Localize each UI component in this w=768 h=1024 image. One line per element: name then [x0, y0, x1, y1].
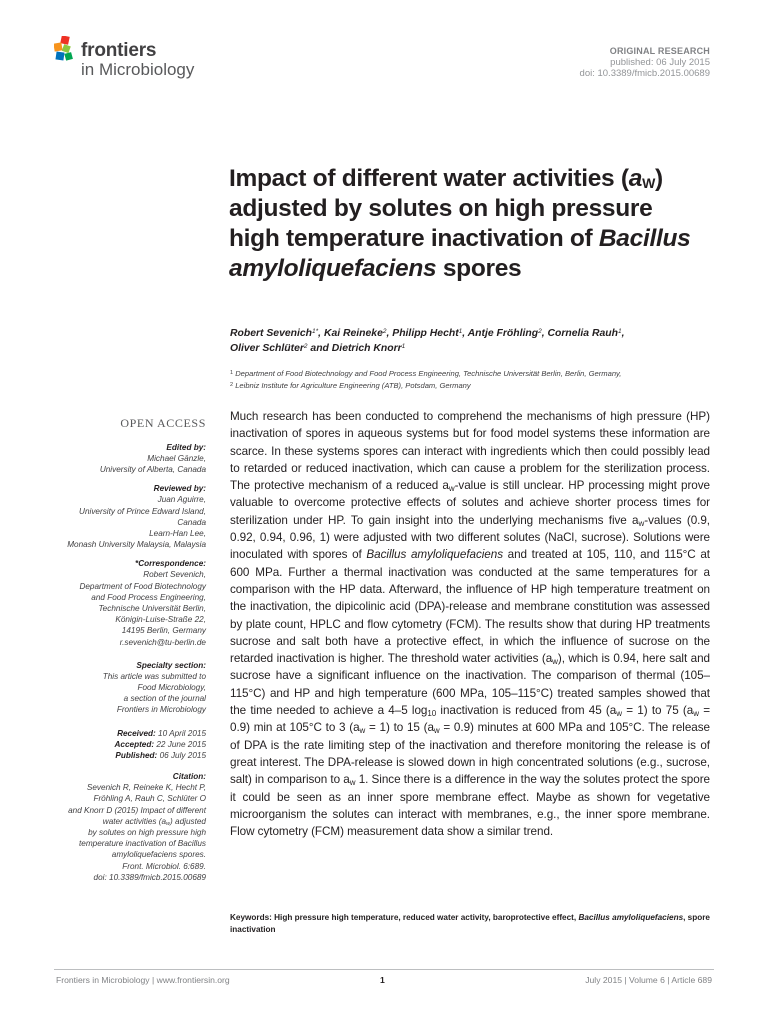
title-part: ) adjusted by solutes on high pressure high temperature inactivation of — [229, 165, 663, 252]
reviewer-line: Learn-Han Lee, — [149, 529, 206, 539]
title-aw-sub: W — [642, 175, 656, 191]
affiliation-text: Department of Food Biotechnology and Food Process Engineering, Technische Universität Berlin, Berlin, Germany, — [235, 369, 622, 378]
author-affil: 1 — [401, 343, 406, 350]
article-sidebar — [50, 416, 206, 891]
citation-line — [50, 816, 206, 827]
abstract-sub: w — [448, 484, 455, 494]
author-list: Robert Sevenich$^{1*}$, Kai Reineke$^2$, Philipp Hecht$^1$, Antje Fröhling$^2$, Cornelia Rauh$^1$, Oliver Schlüter$^2$ and Dietrich Knorr$^1$ — [230, 328, 625, 354]
accepted-value: 22 June 2015 — [156, 739, 206, 749]
abstract-text: Much research has been conducted to comprehend the mechanisms of high pressure (HP) inactivation of spores in aqueous systems but for food model systems these information are scarce. In these systems spores can interact with ingredients which then could possibly lead to retarded or reduced inactivation, which can cause a problem for the sterilization process. The protective mechanism of a reduced a — [230, 410, 710, 493]
author-affil: 2 — [538, 328, 542, 335]
author[interactable]: Cornelia Rauh — [547, 328, 618, 339]
citation-text: water activities (a — [102, 816, 167, 826]
footer-journal[interactable]: Frontiers in Microbiology | www.frontiersin.org — [56, 975, 230, 985]
citation — [50, 771, 206, 883]
journal-section: in Microbiology — [81, 60, 195, 79]
author-affil: 1* — [312, 328, 319, 335]
citation-line: Fröhling A, Rauh C, Schlüter O — [93, 794, 206, 804]
published-value: 06 July 2015 — [159, 751, 206, 761]
affiliation-number: 1 — [230, 370, 234, 376]
abstract-sub: w — [433, 726, 440, 736]
correspondence-line: Technische Universität Berlin, — [98, 604, 206, 614]
open-access-label: OPEN ACCESS — [120, 416, 206, 430]
article-dates — [50, 728, 206, 762]
abstract-text: = 0.9) minutes at 600 MPa and 105°C. The release of DPA is the rate limiting step of the inactivation and therefore monitoring the release is of great interest. The DPA-release is slowed down in high concentrated solutions (e.g., sucrose, salt) in comparison to a — [230, 721, 710, 787]
keywords-text: High pressure high temperature, reduced water activity, baroprotective effect, — [271, 913, 579, 922]
keywords-text: , spore inactivation — [230, 913, 710, 934]
edited-by-label: Edited by: — [166, 443, 206, 452]
reviewed-by — [50, 483, 206, 550]
affiliation — [230, 380, 710, 392]
author-affil: 1 — [617, 328, 622, 335]
abstract — [230, 408, 710, 840]
page-number: 1 — [380, 975, 385, 985]
abstract-text: = 1) to 15 (a — [365, 721, 434, 735]
article-title — [229, 164, 699, 284]
specialty-line: Frontiers in Microbiology — [116, 705, 206, 715]
accepted-label: Accepted: — [114, 739, 155, 749]
title-part: spores — [436, 255, 522, 282]
article-type: ORIGINAL RESEARCH — [609, 46, 710, 56]
citation-text: ) adjusted — [170, 816, 206, 826]
published-date-sidebar — [50, 750, 206, 761]
correspondence-line: Robert Sevenich, — [143, 570, 206, 580]
citation-line: Sevenich R, Reineke K, Hecht P, — [86, 783, 206, 793]
affiliation — [230, 368, 710, 380]
reviewer-line: University of Prince Edward Island, — [79, 506, 206, 516]
footer-divider — [54, 969, 714, 970]
received-label: Received: — [117, 728, 156, 738]
reviewer-line: Monash University Malaysia, Malaysia — [67, 540, 206, 550]
correspondence-line: 14195 Berlin, Germany — [121, 626, 206, 636]
author-affil: 2 — [382, 328, 387, 335]
specialty-line: Food Microbiology, — [137, 683, 206, 693]
abstract-text: ), which is 0.94, here salt and sucrose have a significant influence on the inactivation. The comparison of thermal (105–115°C) and HP and high temperature (600 MPa, 105–115°C) treated samples showed that the time needed to achieve a 4–5 log — [230, 652, 710, 718]
editor-line: Michael Gänzle, — [147, 454, 206, 463]
correspondence-line: Department of Food Biotechnology — [79, 581, 206, 591]
abstract-sub: w — [359, 726, 366, 736]
article-meta — [580, 46, 710, 79]
received-date — [50, 728, 206, 739]
published-date: published: 06 July 2015 — [610, 57, 710, 68]
affiliation-number: 2 — [230, 382, 234, 388]
citation-line: by solutes on high pressure high — [88, 828, 206, 838]
author[interactable]: Kai Reineke — [323, 328, 383, 339]
author[interactable]: Robert Sevenich — [230, 328, 312, 339]
specialty-label: Specialty section: — [136, 660, 206, 670]
abstract-sub: w — [638, 518, 645, 528]
journal-logo[interactable] — [54, 34, 234, 82]
correspondence-line: and Food Process Engineering, — [91, 592, 206, 602]
footer-issue: July 2015 | Volume 6 | Article 689 — [585, 975, 712, 985]
abstract-species: Bacillus amyloliquefaciens — [366, 548, 503, 562]
keywords — [230, 912, 710, 936]
abstract-text: = 0.9) min at 105°C to 3 (a — [230, 704, 710, 735]
reviewed-by-label: Reviewed by: — [153, 484, 206, 494]
citation-line: Front. Microbiol. 6:689. — [122, 861, 206, 871]
published-label: Published: — [115, 751, 158, 761]
abstract-text: -value is still unclear. HP processing might prove valuable to overcome protective effects of solutes and achieve shorter process times for sterilization under HP. To gain insight into the underlying mechanisms five a — [230, 479, 710, 527]
abstract-sub: w — [349, 778, 356, 788]
author[interactable]: Antje Fröhling — [467, 328, 539, 339]
received-value: 10 April 2015 — [158, 728, 206, 738]
correspondence-email[interactable]: r.sevenich@tu-berlin.de — [119, 637, 206, 647]
specialty-line: This article was submitted to — [102, 671, 206, 681]
abstract-sub: 10 — [427, 709, 437, 719]
specialty-line: a section of the journal — [123, 694, 206, 704]
frontiers-logo-icon — [54, 36, 78, 62]
abstract-sub: w — [693, 709, 699, 719]
author[interactable]: Philipp Hecht — [392, 328, 459, 339]
reviewer-line: Canada — [177, 517, 206, 527]
accepted-date — [50, 739, 206, 750]
editor-line: University of Alberta, Canada — [99, 465, 206, 475]
affiliations — [230, 368, 710, 392]
keywords-species: Bacillus amyloliquefaciens — [578, 913, 684, 922]
correspondence — [50, 558, 206, 647]
citation-line: temperature inactivation of Bacillus — [79, 839, 206, 849]
citation-doi[interactable]: doi: 10.3389/fmicb.2015.00689 — [93, 872, 206, 882]
citation-sub: w — [166, 820, 171, 827]
edited-by — [50, 442, 206, 475]
title-aw: a — [628, 165, 643, 192]
reviewer-line: Juan Aguirre, — [157, 495, 206, 505]
citation-line: and Knorr D (2015) Impact of different — [68, 805, 206, 815]
keywords-label: Keywords: — [230, 913, 272, 922]
abstract-sub: w — [616, 709, 622, 719]
abstract-text: -values (0.9, 0.92, 0.94, 0.96, 1) were adjusted with two different solutes (NaCl, sucrose). Solutions were inoculated with spores of — [230, 513, 710, 562]
author-affil: 1 — [458, 328, 463, 335]
title-part: Impact of different water activities ( — [229, 165, 629, 192]
correspondence-line: Königin-Luise-Straße 22, — [115, 615, 206, 625]
doi[interactable]: doi: 10.3389/fmicb.2015.00689 — [579, 68, 710, 79]
author-affil: 2 — [303, 343, 308, 350]
author[interactable]: Dietrich Knorr — [331, 343, 402, 354]
abstract-text: = 1) to 75 (a — [621, 704, 694, 718]
abstract-text: 1. Since there is a difference in the way the solutes protect the spore it could be seen as an inner spore membrane effect. Maybe as shown for vegetative microorganism the solutes can interact with membranes, e.g., the inner spore membrane. Flow cytometry (FCM) measurement data show a similar trend. — [230, 773, 710, 839]
title-species: Bacillus amyloliquefaciens — [229, 225, 691, 282]
abstract-text: inactivation is reduced from 45 (a — [436, 704, 617, 718]
abstract-text: and treated at 105, 110, and 115°C at 600 MPa. Further a thermal inactivation was conducted at the same temperatures for a comparison with the HP data. Afterward, the influence of HP high temperature treatment on the inactivation, the dipicolinic acid (DPA)-release and membrane constitution was assessed by plate count, HPLC and flow cytometry (FCM). The results show that during HP treatments sucrose and salt both have a protective effect, in which the influence of sucrose on the retarded inactivation is higher. The threshold water activities (a — [230, 548, 710, 666]
affiliation-text: Leibniz Institute for Agriculture Engineering (ATB), Potsdam, Germany — [235, 381, 471, 390]
citation-line: amyloliquefaciens spores. — [111, 850, 206, 860]
citation-label: Citation: — [172, 772, 206, 782]
correspondence-label: *Correspondence: — [135, 559, 206, 569]
journal-brand: frontiers — [81, 40, 157, 61]
abstract-sub: w — [552, 657, 558, 667]
author[interactable]: Oliver Schlüter — [230, 343, 304, 354]
specialty-section — [50, 660, 206, 716]
